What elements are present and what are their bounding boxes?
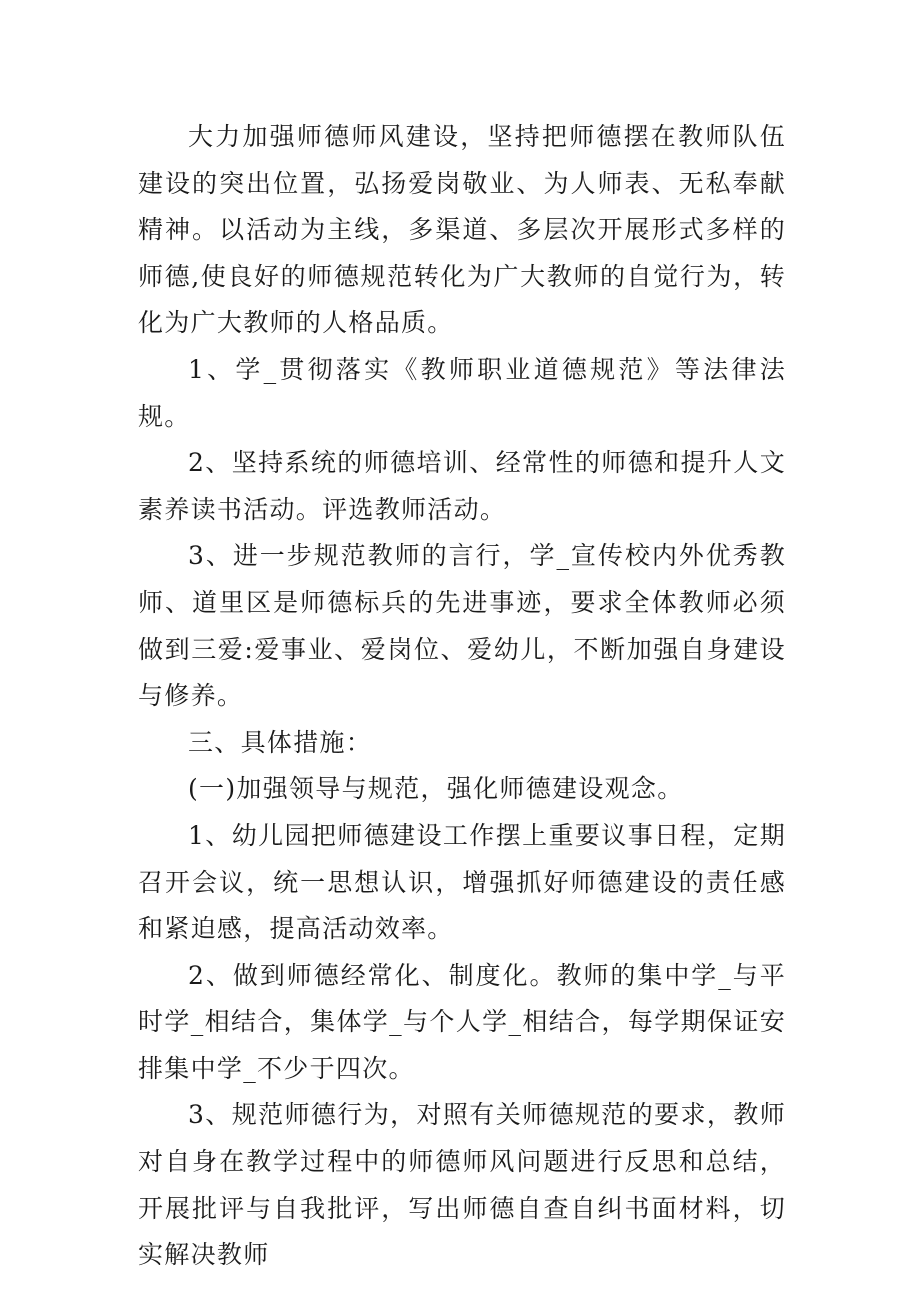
paragraph-item-2: 2、坚持系统的师德培训、经常性的师德和提升人文素养读书活动。评选教师活动。 [138, 448, 786, 524]
paragraph-measure-1: 1、幼儿园把师德建设工作摆上重要议事日程，定期召开会议，统一思想认识，增强抓好师德建设的责任感和紧迫感，提高活动效率。 [138, 820, 786, 944]
paragraph-measure-3: 3、规范师德行为，对照有关师德规范的要求，教师对自身在教学过程中的师德师风问题进行反思和总结，开展批评与自我批评，写出师德自查自纠书面材料，切实解决教师 [138, 1100, 786, 1270]
paragraph-item-1: 1、学_贯彻落实《教师职业道德规范》等法律法规。 [138, 354, 786, 431]
paragraph-intro: 大力加强师德师风建设，坚持把师德摆在教师队伍建设的突出位置，弘扬爱岗敬业、为人师表、无私奉献精神。以活动为主线，多渠道、多层次开展形式多样的师德,使良好的师德规范转化为广大教师的自觉行为，转化为广大教师的人格品质。 [138, 122, 786, 338]
subsection-heading-1: (一)加强领导与规范，强化师德建设观念。 [188, 774, 684, 804]
section-heading-measures: 三、具体措施： [188, 727, 373, 757]
document-body [138, 114, 786, 1279]
paragraph-measure-2: 2、做到师德经常化、制度化。教师的集中学_与平时学_相结合，集体学_与个人学_相结合，每学期保证安排集中学_不少于四次。 [138, 960, 786, 1083]
paragraph-item-3: 3、进一步规范教师的言行，学_宣传校内外优秀教师、道里区是师德标兵的先进事迹，要求全体教师必须做到三爱:爱事业、爱岗位、爱幼儿，不断加强自身建设与修养。 [138, 541, 786, 711]
